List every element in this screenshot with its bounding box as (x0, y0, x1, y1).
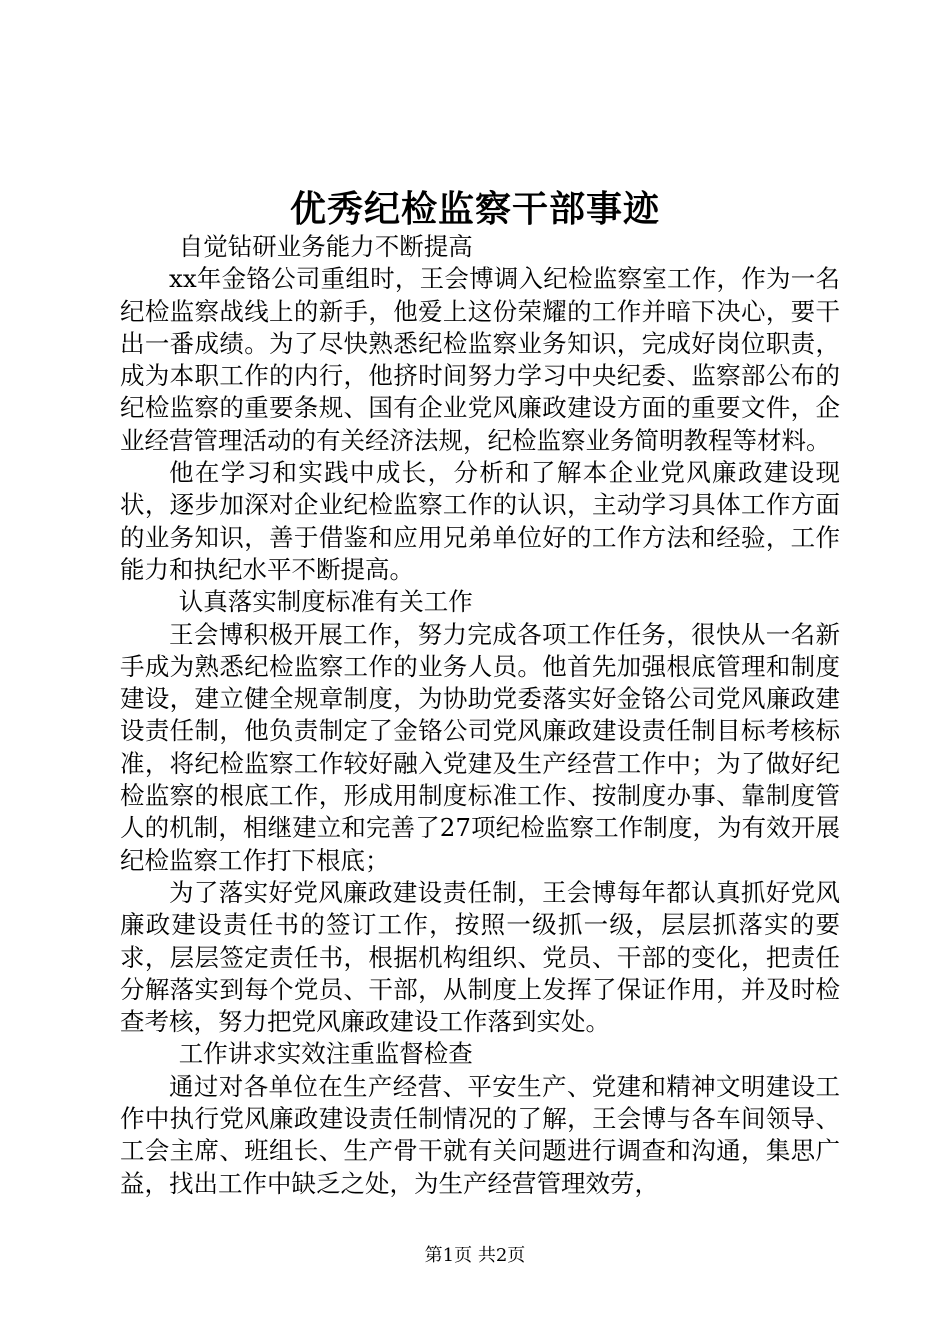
section-heading: 工作讲求实效注重监督检查 (178, 1039, 473, 1069)
section-heading: 自觉钻研业务能力不断提高 (178, 232, 473, 261)
body-paragraph: 通过对各单位在生产经营、平安生产、党建和精神文明建设工作中执行党风廉政建设责任制情况的了解，王会博与各车间领导、工会主席、班组长、生产骨干就有关问题进行调查和沟通，集思广益，找出工作中缺乏之处，为生产经营管理效劳， (120, 1071, 840, 1198)
section-self-study (120, 231, 840, 586)
document-body (120, 231, 840, 1200)
body-paragraph: 王会博积极开展工作，努力完成各项工作任务，很快从一名新手成为熟悉纪检监察工作的业务人员。他首先加强根底管理和制度建设，建立健全规章制度，为协助党委落实好金铬公司党风廉政建设责任制，他负责制定了金铬公司党风廉政建设责任制目标考核标准，将纪检监察工作较好融入党建及生产经营工作中；为了做好纪检监察的根底工作，形成用制度标准工作、按制度办事、靠制度管人的机制，相继建立和完善了27项纪检监察工作制度，为有效开展纪检监察工作打下根底； (120, 619, 840, 875)
body-paragraph: xx年金铬公司重组时，王会博调入纪检监察室工作，作为一名纪检监察战线上的新手，他爱上这份荣耀的工作并暗下决心，要干出一番成绩。为了尽快熟悉纪检监察业务知识，完成好岗位职责，成为本职工作的内行，他挤时间努力学习中央纪委、监察部公布的纪检监察的重要条规、国有企业党风廉政建设方面的重要文件，企业经营管理活动的有关经济法规，纪检监察业务简明教程等材料。 (120, 264, 840, 455)
body-paragraph: 为了落实好党风廉政建设责任制，王会博每年都认真抓好党风廉政建设责任书的签订工作，按照一级抓一级，层层抓落实的要求，层层签定责任书，根据机构组织、党员、干部的变化，把责任分解落实到每个党员、干部，从制度上发挥了保证作用，并及时检查考核，努力把党风廉政建设工作落到实处。 (120, 877, 840, 1037)
document-title: 优秀纪检监察干部事迹 (289, 188, 660, 230)
section-heading: 认真落实制度标准有关工作 (178, 587, 473, 617)
section-supervision-inspection (120, 1038, 840, 1199)
body-paragraph: 他在学习和实践中成长，分析和了解本企业党风廉政建设现状，逐步加深对企业纪检监察工作的认识，主动学习具体工作方面的业务知识，善于借鉴和应用兄弟单位好的工作方法和经验，工作能力和执纪水平不断提高。 (120, 458, 840, 584)
section-institution-standards (120, 586, 840, 1038)
page-footer: 第1页 共2页 (424, 1245, 526, 1266)
